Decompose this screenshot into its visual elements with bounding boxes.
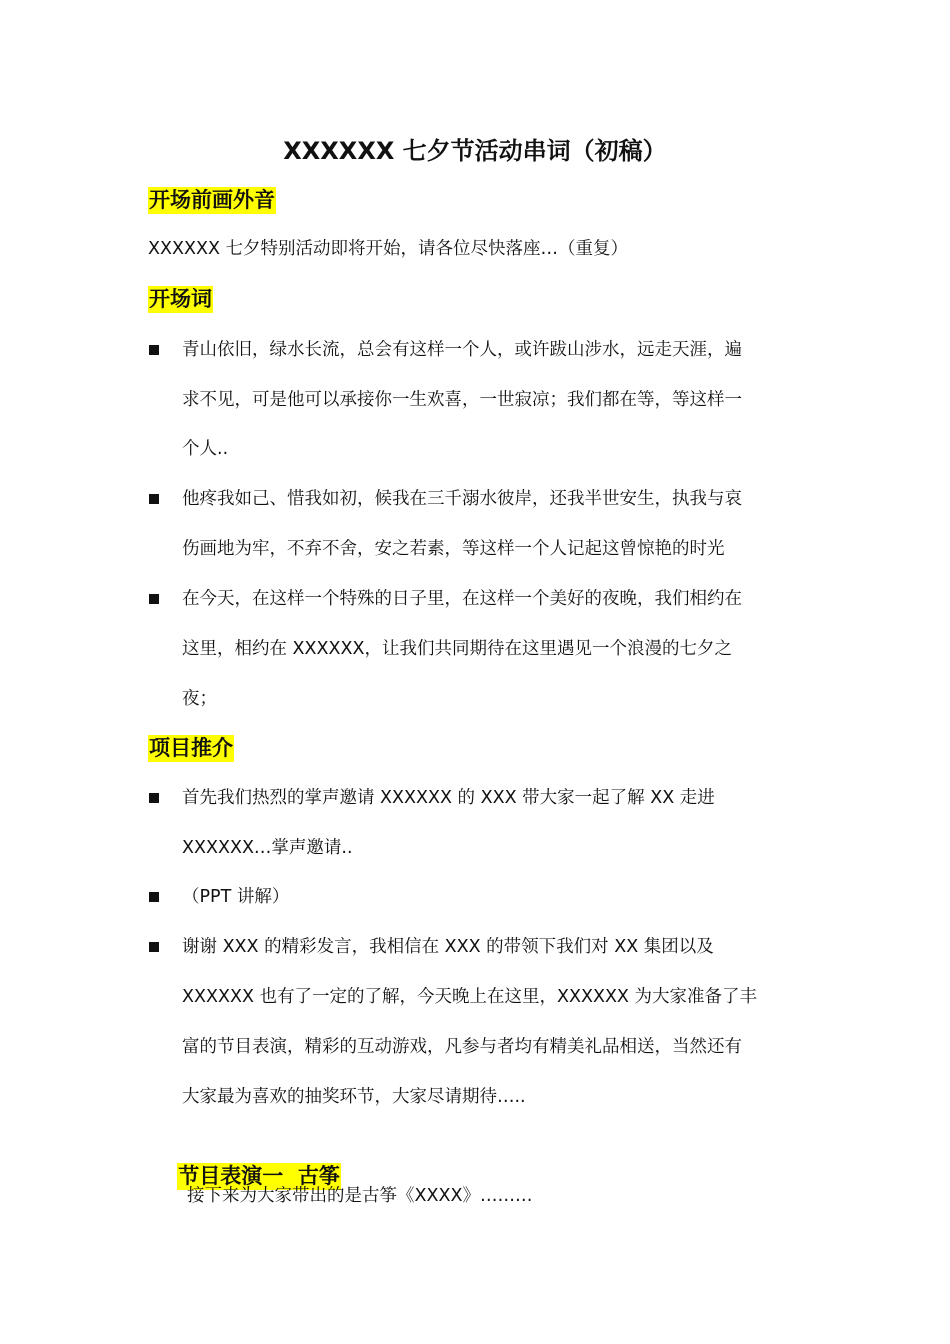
opening-bullet-1-line-2: 求不见，可是他可以承接你一生欢喜，一世寂凉；我们都在等，等这样一 xyxy=(182,390,742,410)
opening-bullet-3-line-3: 夜； xyxy=(182,689,217,709)
section-heading-performance xyxy=(148,1131,341,1188)
section-heading-opening xyxy=(148,284,213,314)
bullet-marker xyxy=(149,494,159,504)
opening-bullet-1-line-3: 个人.. xyxy=(182,439,229,459)
project-bullet-3-line-4: 大家最为喜欢的抽奖环节，大家尽请期待….. xyxy=(182,1087,526,1107)
section-heading-project xyxy=(148,733,234,763)
document-title: XXXXXX 七夕节活动串词（初稿） xyxy=(283,137,667,165)
bullet-marker xyxy=(149,942,159,952)
project-bullet-3-line-1: 谢谢 XXX 的精彩发言，我相信在 XXX 的带领下我们对 XX 集团以及 xyxy=(182,937,714,957)
bullet-marker xyxy=(149,793,159,803)
project-bullet-1-line-1: 首先我们热烈的掌声邀请 XXXXXX 的 XXX 带大家一起了解 XX 走进 xyxy=(182,788,715,808)
opening-bullet-3-line-1: 在今天，在这样一个特殊的日子里，在这样一个美好的夜晚，我们相约在 xyxy=(182,589,742,609)
heading-highlight: 节目表演一 古筝 xyxy=(178,1164,340,1188)
project-bullet-3-line-2: XXXXXX 也有了一定的了解，今天晚上在这里，XXXXXX 为大家准备了丰 xyxy=(182,987,757,1007)
opening-bullet-2-line-1: 他疼我如己、惜我如初，候我在三千溺水彼岸，还我半世安生，执我与哀 xyxy=(182,489,742,509)
performance-paragraph: 接下来为大家带出的是古筝《XXXX》……… xyxy=(187,1186,533,1206)
project-bullet-3-line-3: 富的节目表演，精彩的互动游戏，凡参与者均有精美礼品相送，当然还有 xyxy=(182,1037,742,1057)
bullet-marker xyxy=(149,345,159,355)
section-heading-voiceover xyxy=(148,185,276,215)
opening-bullet-3-line-2: 这里，相约在 XXXXXX，让我们共同期待在这里遇见一个浪漫的七夕之 xyxy=(182,639,732,659)
bullet-marker xyxy=(149,892,159,902)
opening-bullet-2-line-2: 伤画地为牢，不弃不舍，安之若素，等这样一个人记起这曾惊艳的时光 xyxy=(182,539,725,559)
voiceover-paragraph: XXXXXX 七夕特别活动即将开始，请各位尽快落座…（重复） xyxy=(148,239,628,259)
heading-highlight: 开场前画外音 xyxy=(149,188,275,212)
heading-highlight: 开场词 xyxy=(149,287,212,311)
project-bullet-2-line-1: （PPT 讲解） xyxy=(182,887,290,907)
bullet-marker xyxy=(149,594,159,604)
heading-highlight: 项目推介 xyxy=(149,736,233,760)
opening-bullet-1-line-1: 青山依旧，绿水长流，总会有这样一个人，或许跋山涉水，远走天涯，遍 xyxy=(182,340,742,360)
project-bullet-1-line-2: XXXXXX…掌声邀请.. xyxy=(182,838,353,858)
